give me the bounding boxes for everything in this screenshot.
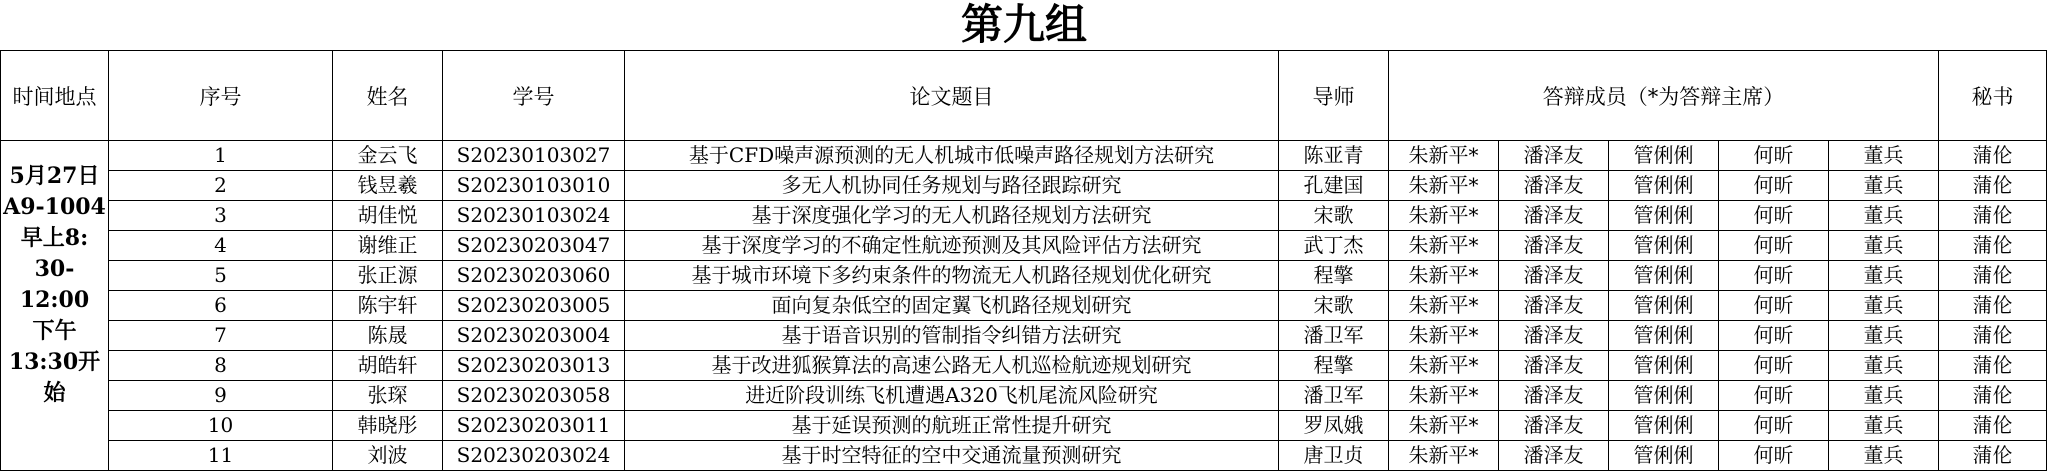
cell-committee-member: 管俐俐: [1609, 411, 1719, 441]
cell-thesis: 基于延误预测的航班正常性提升研究: [625, 411, 1279, 441]
header-row: [1, 51, 2047, 141]
cell-index: 1: [109, 141, 333, 171]
cell-committee-member: 潘泽友: [1499, 231, 1609, 261]
cell-advisor: 唐卫贞: [1279, 441, 1389, 471]
time-place-line: 5月27日: [9, 163, 100, 189]
cell-committee-chair: 朱新平*: [1389, 141, 1499, 171]
cell-index: 3: [109, 201, 333, 231]
cell-committee-chair: 朱新平*: [1389, 441, 1499, 471]
table-row: [1, 231, 2047, 261]
time-place-line: 13:30开: [8, 349, 101, 375]
cell-committee-member: 潘泽友: [1499, 141, 1609, 171]
cell-committee-member: 董兵: [1829, 141, 1939, 171]
cell-student-id: S20230103010: [443, 171, 625, 201]
cell-secretary: 蒲伦: [1939, 351, 2047, 381]
cell-committee-chair: 朱新平*: [1389, 411, 1499, 441]
cell-student-id: S20230203024: [443, 441, 625, 471]
cell-student-id: S20230203011: [443, 411, 625, 441]
cell-secretary: 蒲伦: [1939, 141, 2047, 171]
cell-student-id: S20230203013: [443, 351, 625, 381]
header-thesis: 论文题目: [625, 51, 1279, 141]
cell-index: 10: [109, 411, 333, 441]
table-row: [1, 411, 2047, 441]
cell-thesis: 基于改进狐猴算法的高速公路无人机巡检航迹规划研究: [625, 351, 1279, 381]
cell-committee-member: 何昕: [1719, 411, 1829, 441]
cell-committee-member: 管俐俐: [1609, 351, 1719, 381]
cell-committee-member: 何昕: [1719, 441, 1829, 471]
cell-advisor: 宋歌: [1279, 291, 1389, 321]
cell-committee-member: 管俐俐: [1609, 381, 1719, 411]
cell-committee-member: 董兵: [1829, 441, 1939, 471]
cell-index: 6: [109, 291, 333, 321]
cell-committee-member: 何昕: [1719, 171, 1829, 201]
cell-secretary: 蒲伦: [1939, 201, 2047, 231]
cell-secretary: 蒲伦: [1939, 381, 2047, 411]
cell-name: 陈宇轩: [333, 291, 443, 321]
header-name: 姓名: [333, 51, 443, 141]
cell-committee-member: 何昕: [1719, 231, 1829, 261]
table-row: [1, 201, 2047, 231]
table-row: [1, 321, 2047, 351]
table-row: [1, 291, 2047, 321]
cell-advisor: 程擎: [1279, 261, 1389, 291]
cell-committee-chair: 朱新平*: [1389, 321, 1499, 351]
table-row: [1, 261, 2047, 291]
cell-committee-chair: 朱新平*: [1389, 291, 1499, 321]
cell-student-id: S20230203058: [443, 381, 625, 411]
cell-committee-member: 潘泽友: [1499, 411, 1609, 441]
cell-thesis: 基于语音识别的管制指令纠错方法研究: [625, 321, 1279, 351]
cell-committee-member: 董兵: [1829, 351, 1939, 381]
cell-advisor: 武丁杰: [1279, 231, 1389, 261]
cell-name: 陈晟: [333, 321, 443, 351]
time-place-line: 下午: [32, 318, 77, 344]
header-committee: 答辩成员（*为答辩主席）: [1389, 51, 1939, 141]
cell-committee-member: 何昕: [1719, 351, 1829, 381]
cell-thesis: 基于深度学习的不确定性航迹预测及其风险评估方法研究: [625, 231, 1279, 261]
cell-student-id: S20230203047: [443, 231, 625, 261]
cell-committee-member: 管俐俐: [1609, 171, 1719, 201]
defense-schedule-table: [0, 50, 2047, 471]
cell-student-id: S20230103024: [443, 201, 625, 231]
cell-committee-member: 潘泽友: [1499, 171, 1609, 201]
cell-committee-chair: 朱新平*: [1389, 171, 1499, 201]
cell-secretary: 蒲伦: [1939, 231, 2047, 261]
cell-secretary: 蒲伦: [1939, 261, 2047, 291]
cell-index: 7: [109, 321, 333, 351]
cell-thesis: 多无人机协同任务规划与路径跟踪研究: [625, 171, 1279, 201]
time-place-cell: [1, 141, 109, 471]
cell-student-id: S20230103027: [443, 141, 625, 171]
cell-committee-member: 何昕: [1719, 291, 1829, 321]
table-row: [1, 141, 2047, 171]
cell-committee-member: 潘泽友: [1499, 261, 1609, 291]
cell-committee-member: 董兵: [1829, 411, 1939, 441]
table-row: [1, 171, 2047, 201]
cell-thesis: 基于城市环境下多约束条件的物流无人机路径规划优化研究: [625, 261, 1279, 291]
cell-committee-member: 何昕: [1719, 321, 1829, 351]
time-place-line: 始: [43, 380, 66, 406]
cell-thesis: 基于CFD噪声源预测的无人机城市低噪声路径规划方法研究: [625, 141, 1279, 171]
cell-index: 5: [109, 261, 333, 291]
cell-thesis: 基于深度强化学习的无人机路径规划方法研究: [625, 201, 1279, 231]
cell-committee-member: 管俐俐: [1609, 231, 1719, 261]
cell-student-id: S20230203060: [443, 261, 625, 291]
cell-name: 胡皓轩: [333, 351, 443, 381]
cell-committee-member: 管俐俐: [1609, 441, 1719, 471]
cell-committee-chair: 朱新平*: [1389, 351, 1499, 381]
cell-name: 金云飞: [333, 141, 443, 171]
cell-index: 4: [109, 231, 333, 261]
cell-secretary: 蒲伦: [1939, 171, 2047, 201]
cell-advisor: 陈亚青: [1279, 141, 1389, 171]
sheet-title: 第九组: [960, 0, 1087, 49]
cell-committee-member: 董兵: [1829, 381, 1939, 411]
cell-name: 韩晓彤: [333, 411, 443, 441]
cell-thesis: 基于时空特征的空中交通流量预测研究: [625, 441, 1279, 471]
cell-committee-member: 管俐俐: [1609, 321, 1719, 351]
cell-committee-member: 管俐俐: [1609, 261, 1719, 291]
cell-committee-member: 潘泽友: [1499, 321, 1609, 351]
cell-advisor: 孔建国: [1279, 171, 1389, 201]
header-time-place: 时间地点: [1, 51, 109, 141]
cell-committee-member: 管俐俐: [1609, 141, 1719, 171]
cell-committee-member: 董兵: [1829, 291, 1939, 321]
cell-committee-member: 董兵: [1829, 231, 1939, 261]
cell-secretary: 蒲伦: [1939, 411, 2047, 441]
cell-committee-member: 何昕: [1719, 141, 1829, 171]
cell-committee-member: 潘泽友: [1499, 201, 1609, 231]
cell-committee-chair: 朱新平*: [1389, 261, 1499, 291]
table-row: [1, 441, 2047, 471]
table-body: [1, 141, 2047, 471]
cell-index: 11: [109, 441, 333, 471]
cell-secretary: 蒲伦: [1939, 321, 2047, 351]
time-place-line: 早上8:: [20, 225, 89, 251]
cell-name: 刘波: [333, 441, 443, 471]
cell-advisor: 罗凤娥: [1279, 411, 1389, 441]
cell-committee-member: 董兵: [1829, 171, 1939, 201]
cell-secretary: 蒲伦: [1939, 441, 2047, 471]
header-index: 序号: [109, 51, 333, 141]
cell-committee-member: 管俐俐: [1609, 201, 1719, 231]
cell-committee-member: 董兵: [1829, 321, 1939, 351]
cell-name: 谢维正: [333, 231, 443, 261]
time-place-line: 12:00: [19, 287, 90, 313]
cell-committee-member: 董兵: [1829, 201, 1939, 231]
cell-index: 2: [109, 171, 333, 201]
table-row: [1, 351, 2047, 381]
cell-committee-member: 潘泽友: [1499, 441, 1609, 471]
cell-committee-member: 何昕: [1719, 381, 1829, 411]
cell-index: 9: [109, 381, 333, 411]
cell-thesis: 面向复杂低空的固定翼飞机路径规划研究: [625, 291, 1279, 321]
cell-name: 张正源: [333, 261, 443, 291]
cell-committee-chair: 朱新平*: [1389, 201, 1499, 231]
cell-committee-chair: 朱新平*: [1389, 231, 1499, 261]
header-secretary: 秘书: [1939, 51, 2047, 141]
cell-name: 钱昱羲: [333, 171, 443, 201]
cell-name: 胡佳悦: [333, 201, 443, 231]
cell-student-id: S20230203005: [443, 291, 625, 321]
time-place-line: 30-: [34, 256, 75, 282]
cell-name: 张琛: [333, 381, 443, 411]
cell-thesis: 进近阶段训练飞机遭遇A320飞机尾流风险研究: [625, 381, 1279, 411]
cell-advisor: 潘卫军: [1279, 321, 1389, 351]
header-advisor: 导师: [1279, 51, 1389, 141]
cell-advisor: 潘卫军: [1279, 381, 1389, 411]
cell-committee-member: 管俐俐: [1609, 291, 1719, 321]
cell-committee-member: 潘泽友: [1499, 351, 1609, 381]
cell-advisor: 宋歌: [1279, 201, 1389, 231]
table-row: [1, 381, 2047, 411]
header-student-id: 学号: [443, 51, 625, 141]
cell-committee-member: 何昕: [1719, 261, 1829, 291]
cell-committee-chair: 朱新平*: [1389, 381, 1499, 411]
cell-index: 8: [109, 351, 333, 381]
cell-committee-member: 何昕: [1719, 201, 1829, 231]
cell-committee-member: 董兵: [1829, 261, 1939, 291]
cell-secretary: 蒲伦: [1939, 291, 2047, 321]
cell-committee-member: 潘泽友: [1499, 381, 1609, 411]
cell-advisor: 程擎: [1279, 351, 1389, 381]
time-place-line: A9-1004: [3, 194, 106, 220]
cell-student-id: S20230203004: [443, 321, 625, 351]
cell-committee-member: 潘泽友: [1499, 291, 1609, 321]
